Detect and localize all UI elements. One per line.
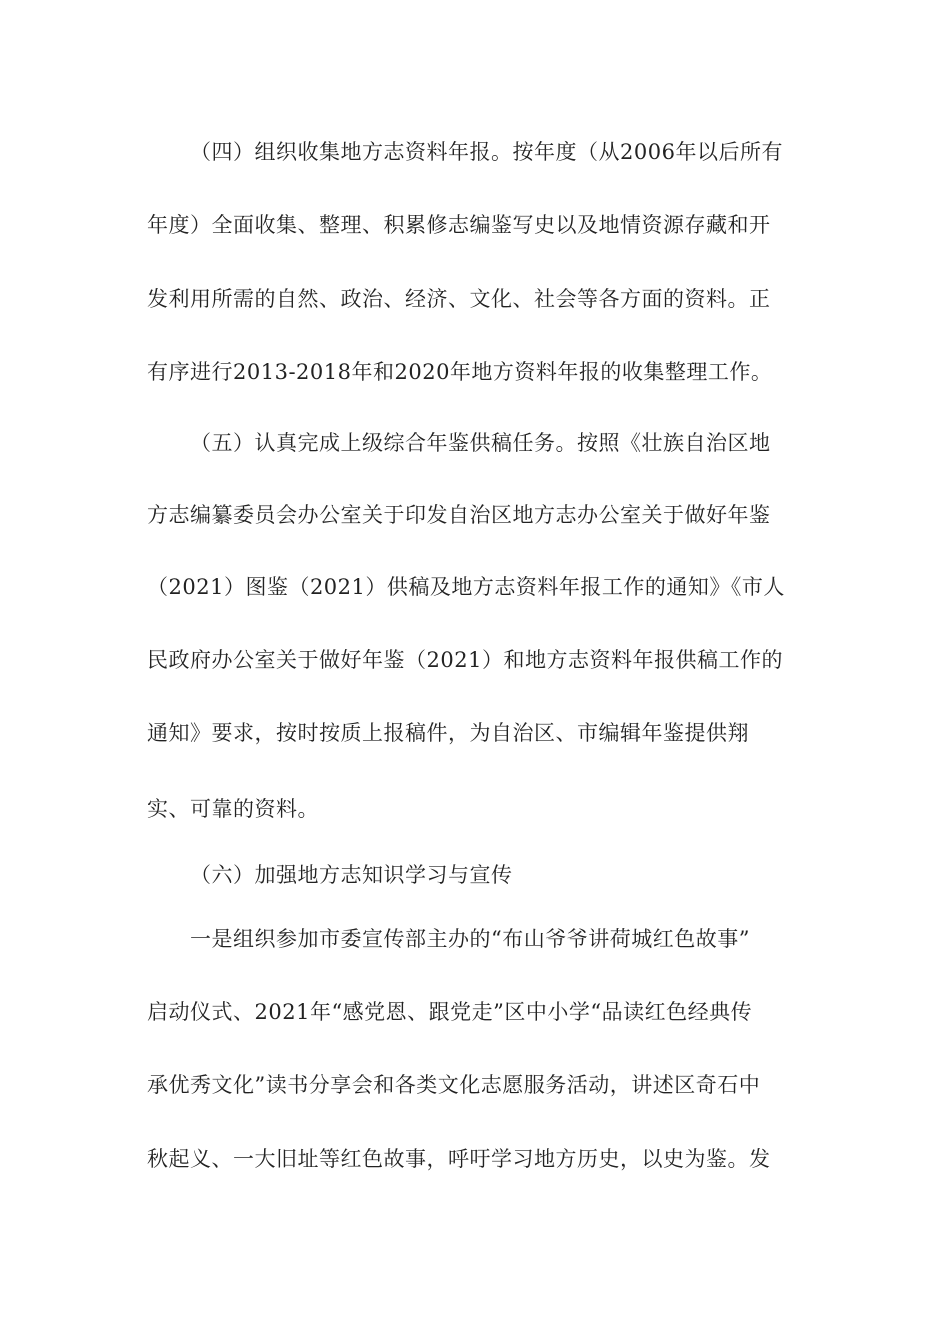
paragraph-4-line-3: 发利用所需的自然、政治、经济、文化、社会等各方面的资料。正 xyxy=(147,287,771,311)
paragraph-5-line-5: 通知》要求，按时按质上报稿件，为自治区、市编辑年鉴提供翔 xyxy=(147,721,749,745)
paragraph-5-line-6: 实、可靠的资料。 xyxy=(147,797,319,821)
paragraph-5-line-3: （2021）图鉴（2021）供稿及地方志资料年报工作的通知》《市人 xyxy=(147,575,785,599)
paragraph-5-line-2: 方志编纂委员会办公室关于印发自治区地方志办公室关于做好年鉴 xyxy=(147,503,771,527)
section-6-heading: （六）加强地方志知识学习与宣传 xyxy=(190,863,513,887)
paragraph-6-line-3: 承优秀文化”读书分享会和各类文化志愿服务活动，讲述区奇石中 xyxy=(147,1073,761,1097)
paragraph-6-line-4: 秋起义、一大旧址等红色故事，呼吁学习地方历史，以史为鉴。发 xyxy=(147,1147,771,1171)
paragraph-4-line-1: （四）组织收集地方志资料年报。按年度（从2006年以后所有 xyxy=(190,140,783,164)
paragraph-6-line-2: 启动仪式、2021年“感党恩、跟党走”区中小学“品读红色经典传 xyxy=(147,1000,753,1024)
paragraph-5-line-4: 民政府办公室关于做好年鉴（2021）和地方志资料年报供稿工作的 xyxy=(147,648,783,672)
paragraph-4-line-2: 年度）全面收集、整理、积累修志编鉴写史以及地情资源存藏和开 xyxy=(147,213,771,237)
paragraph-6-line-1: 一是组织参加市委宣传部主办的“布山爷爷讲荷城红色故事” xyxy=(190,927,750,951)
paragraph-5-line-1: （五）认真完成上级综合年鉴供稿任务。按照《壮族自治区地 xyxy=(190,431,771,455)
paragraph-4-line-4: 有序进行2013-2018年和2020年地方资料年报的收集整理工作。 xyxy=(147,360,773,384)
